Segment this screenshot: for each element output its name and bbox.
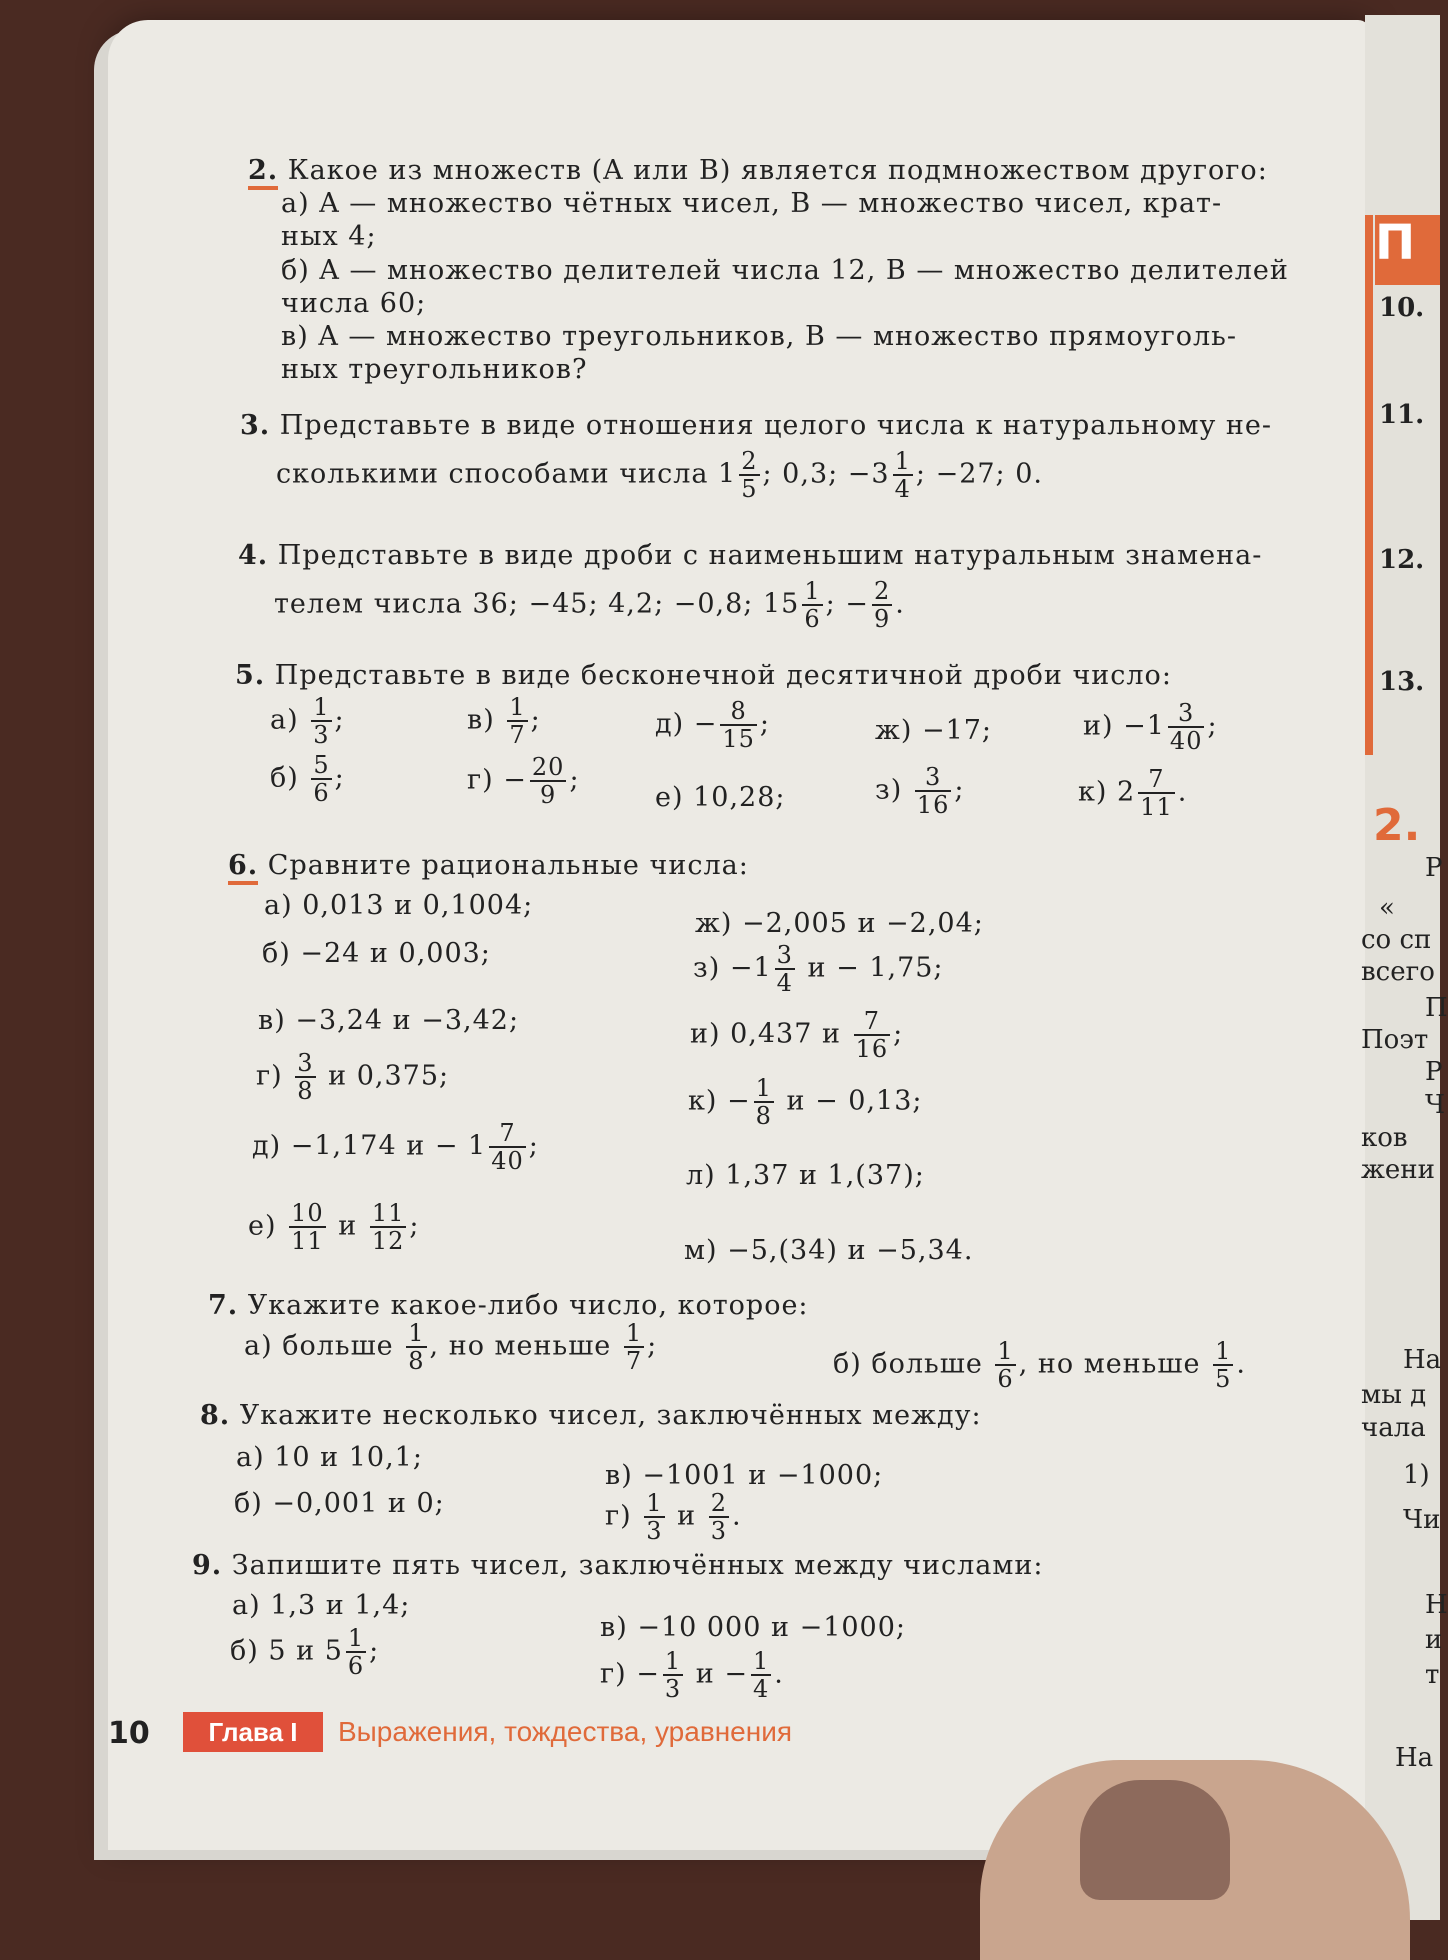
item-5zh: ж) −17; bbox=[875, 715, 993, 746]
item-9g: г) − $\frac{1}{3}$ и − $\frac{1}{4}$ . bbox=[600, 1647, 784, 1703]
item-9v: в) −10 000 и −1000; bbox=[600, 1612, 907, 1643]
problem-text: ных треугольников? bbox=[281, 354, 588, 385]
problem-text: Представьте в виде бесконечной десятичной дроби число: bbox=[274, 660, 1172, 691]
chapter-title: Выражения, тождества, уравнения bbox=[338, 1716, 793, 1747]
problem-text: сколькими способами числа 1 bbox=[276, 458, 737, 490]
item-5e: е) 10,28; bbox=[655, 782, 786, 813]
item-5z: з) $\frac{3}{16}$ ; bbox=[875, 763, 965, 819]
item-6k: к) − $\frac{1}{8}$ и − 0,13; bbox=[688, 1074, 923, 1130]
right-problem-number: 13. bbox=[1379, 667, 1425, 697]
item-6d: д) −1,174 и − 1 $\frac{7}{40}$ ; bbox=[252, 1119, 539, 1175]
item-8v: в) −1001 и −1000; bbox=[605, 1460, 884, 1491]
item-5g: г) − $\frac{20}{9}$ ; bbox=[467, 753, 580, 809]
item-8g: г) $\frac{1}{3}$ и $\frac{2}{3}$ . bbox=[605, 1489, 742, 1545]
problem-text: Запишите пять чисел, заключённых между числами: bbox=[231, 1550, 1044, 1581]
right-text-fragment: 1) bbox=[1403, 1460, 1430, 1490]
page-footer bbox=[108, 1712, 928, 1756]
right-problem-number: 11. bbox=[1379, 400, 1425, 430]
problem-text: Представьте в виде отношения целого числа к натуральному не- bbox=[279, 410, 1273, 441]
problem-text: Укажите несколько чисел, заключённых между: bbox=[239, 1400, 982, 1431]
right-section-heading: 2. bbox=[1373, 800, 1421, 851]
right-text-fragment: Н bbox=[1425, 1590, 1448, 1620]
problem-text: Сравните рациональные числа: bbox=[267, 850, 749, 881]
item-8b: б) −0,001 и 0; bbox=[234, 1488, 445, 1519]
right-text-fragment: всего bbox=[1361, 957, 1435, 987]
right-text-fragment: П bbox=[1425, 993, 1448, 1023]
item-5a: а) $\frac{1}{3}$ ; bbox=[270, 693, 345, 749]
problem-number: 3. bbox=[240, 410, 271, 441]
problem-number: 8. bbox=[200, 1400, 231, 1431]
item-7a: а) больше $\frac{1}{8}$ , но меньше $\frac{1}{7}$ ; bbox=[244, 1319, 658, 1375]
fraction: $\frac{2}{5}$ bbox=[741, 447, 758, 503]
item-9b: б) 5 и 5 $\frac{1}{6}$ ; bbox=[230, 1624, 380, 1680]
item-6zh: ж) −2,005 и −2,04; bbox=[695, 908, 984, 939]
problem-text: б) A — множество делителей числа 12, B — множество делителей bbox=[281, 255, 1289, 286]
problem-text: в) A — множество треугольников, B — множество прямоуголь- bbox=[281, 321, 1237, 352]
problem-text: телем числа 36; −45; 4,2; −0,8; 15 bbox=[274, 588, 800, 620]
problem-text: ; 0,3; −3 bbox=[762, 458, 890, 490]
item-9a: а) 1,3 и 1,4; bbox=[232, 1590, 411, 1621]
problem-number: 9. bbox=[192, 1550, 223, 1581]
item-6m: м) −5,(34) и −5,34. bbox=[684, 1235, 974, 1266]
item-6g: г) $\frac{3}{8}$ и 0,375; bbox=[256, 1049, 450, 1105]
right-text-fragment: Поэт bbox=[1361, 1025, 1429, 1055]
right-text-fragment: чала bbox=[1361, 1413, 1426, 1443]
right-text-fragment: мы д bbox=[1361, 1380, 1427, 1410]
fraction: $\frac{1}{6}$ bbox=[804, 577, 821, 633]
problem-text: Представьте в виде дроби с наименьшим натуральным знамена- bbox=[277, 540, 1263, 571]
problem-text: Какое из множеств (A или B) является подмножеством другого: bbox=[287, 155, 1268, 186]
right-text-fragment: ков bbox=[1361, 1123, 1408, 1153]
problem-text: ; −27; 0. bbox=[915, 458, 1043, 490]
item-5k: к) 2 $\frac{7}{11}$ . bbox=[1078, 765, 1188, 821]
problem-text: . bbox=[895, 588, 905, 620]
item-6z: з) −1 $\frac{3}{4}$ и − 1,75; bbox=[693, 941, 944, 997]
chapter-badge: Глава I bbox=[183, 1712, 323, 1752]
problem-text: а) A — множество чётных чисел, B — множество чисел, крат- bbox=[281, 188, 1223, 219]
item-6e: е) $\frac{10}{11}$ и $\frac{11}{12}$ ; bbox=[248, 1199, 420, 1255]
right-text-fragment: Р bbox=[1425, 853, 1443, 883]
item-7b: б) больше $\frac{1}{6}$ , но меньше $\frac{1}{5}$ . bbox=[833, 1337, 1246, 1393]
item-5v: в) $\frac{1}{7}$ ; bbox=[467, 693, 541, 749]
fraction: $\frac{1}{4}$ bbox=[894, 447, 911, 503]
item-5b: б) $\frac{5}{6}$ ; bbox=[270, 751, 345, 807]
item-5d: д) − $\frac{8}{15}$ ; bbox=[655, 697, 771, 753]
section-tab: П bbox=[1375, 215, 1440, 285]
fingernail bbox=[1080, 1780, 1230, 1900]
right-text-fragment: На bbox=[1403, 1345, 1442, 1375]
page-number: 10 bbox=[108, 1716, 150, 1751]
item-6l: л) 1,37 и 1,(37); bbox=[686, 1160, 925, 1191]
right-problem-number: 10. bbox=[1379, 293, 1425, 323]
item-6i: и) 0,437 и $\frac{7}{16}$ ; bbox=[690, 1007, 904, 1063]
problem-text: ; − bbox=[825, 588, 869, 620]
right-text-fragment: Чи bbox=[1403, 1505, 1441, 1535]
right-text-fragment: « bbox=[1379, 893, 1395, 923]
item-5i: и) −1 $\frac{3}{40}$ ; bbox=[1083, 699, 1218, 755]
problem-number: 4. bbox=[238, 540, 269, 571]
right-text-fragment: На bbox=[1395, 1743, 1434, 1773]
orange-margin-bar bbox=[1365, 215, 1373, 755]
right-text-fragment: Р bbox=[1425, 1057, 1443, 1087]
problem-number: 2. bbox=[248, 155, 278, 190]
right-text-fragment: т bbox=[1425, 1660, 1440, 1690]
problem-number: 7. bbox=[208, 1290, 239, 1321]
right-page-edge bbox=[1361, 15, 1448, 1920]
problem-text: числа 60; bbox=[281, 288, 427, 319]
problem-number: 5. bbox=[235, 660, 266, 691]
item-6b: б) −24 и 0,003; bbox=[262, 938, 491, 969]
problem-text: Укажите какое-либо число, которое: bbox=[247, 1290, 809, 1321]
right-text-fragment: и bbox=[1425, 1625, 1443, 1655]
item-8a: а) 10 и 10,1; bbox=[236, 1442, 423, 1473]
problem-text: ных 4; bbox=[281, 221, 377, 252]
item-6a: а) 0,013 и 0,1004; bbox=[264, 890, 534, 921]
right-text-fragment: Ч bbox=[1425, 1090, 1446, 1120]
problem-number: 6. bbox=[228, 850, 258, 885]
fraction: $\frac{2}{9}$ bbox=[873, 577, 891, 633]
right-problem-number: 12. bbox=[1379, 545, 1425, 575]
right-text-fragment: со сп bbox=[1361, 925, 1432, 955]
item-6v: в) −3,24 и −3,42; bbox=[258, 1005, 520, 1036]
right-text-fragment: жени bbox=[1361, 1155, 1435, 1185]
